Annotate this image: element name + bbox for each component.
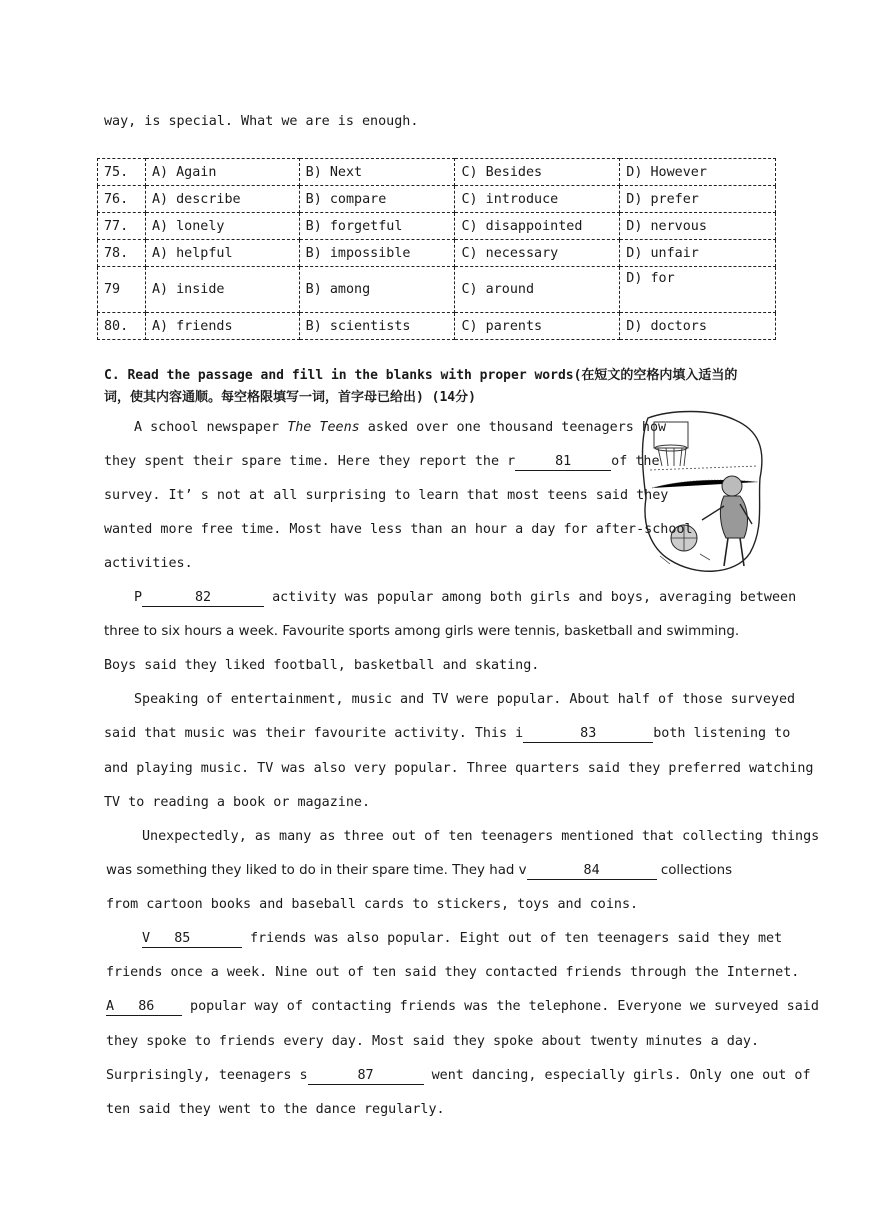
text: collections: [656, 863, 733, 878]
text: asked over one thousand teenagers how: [359, 420, 667, 435]
text: went dancing, especially girls. Only one out of: [423, 1068, 811, 1083]
passage-line-21: ten said they went to the dance regularly.: [106, 1102, 445, 1117]
options-table: [97, 158, 776, 340]
blank-86-number: 86: [138, 999, 155, 1014]
option-a: A) inside: [145, 267, 299, 313]
passage-line-1: [134, 419, 666, 437]
blank-83[interactable]: 83: [523, 726, 653, 743]
passage-line-19: they spoke to friends every day. Most said they spoke about twenty minutes a day.: [106, 1034, 760, 1049]
option-b: B) Next: [299, 159, 455, 186]
question-number: 75.: [98, 159, 146, 186]
option-a: A) describe: [145, 186, 299, 213]
passage-line-15: from cartoon books and baseball cards to stickers, toys and coins.: [106, 897, 639, 912]
text: of the: [611, 454, 660, 469]
option-d: D) for: [620, 267, 776, 313]
question-number: 79: [98, 267, 146, 313]
intro-line: way, is special. What we are is enough.: [104, 114, 419, 129]
text: was something they liked to do in their spare time. They had v: [106, 863, 527, 878]
option-b: B) among: [299, 267, 455, 313]
passage-line-6: [134, 589, 796, 607]
passage-line-5: activities.: [104, 556, 193, 571]
option-a: A) Again: [145, 159, 299, 186]
passage-line-13: Unexpectedly, as many as three out of ten teenagers mentioned that collecting things: [142, 829, 820, 844]
option-a: A) lonely: [145, 213, 299, 240]
passage-line-11: and playing music. TV was also very popular. Three quarters said they preferred watching: [104, 761, 814, 776]
passage-line-4: wanted more free time. Most have less than an hour a day for after-school: [104, 522, 693, 537]
option-a: A) helpful: [145, 240, 299, 267]
option-c: C) disappointed: [455, 213, 620, 240]
question-number: 80.: [98, 313, 146, 340]
section-c-heading-line-2: 词，使其内容通顺。每空格限填写一词，首字母已给出) (14分): [104, 390, 476, 405]
blank-86[interactable]: [106, 999, 182, 1016]
passage-line-18: [106, 998, 819, 1016]
newspaper-title: The Teens: [287, 420, 360, 435]
blank-81[interactable]: 81: [515, 454, 611, 471]
passage-line-10: [104, 725, 790, 743]
option-d: D) nervous: [620, 213, 776, 240]
blank-87[interactable]: 87: [308, 1068, 424, 1085]
option-c: C) introduce: [455, 186, 620, 213]
passage-line-3: survey. It’ s not at all surprising to learn that most teens said they: [104, 488, 669, 503]
passage-line-12: TV to reading a book or magazine.: [104, 795, 371, 810]
passage-line-2: [104, 453, 660, 471]
option-d: D) unfair: [620, 240, 776, 267]
options-row: [98, 186, 776, 213]
passage-line-9: Speaking of entertainment, music and TV were popular. About half of those surveyed: [134, 692, 796, 707]
option-c: C) necessary: [455, 240, 620, 267]
option-a: A) friends: [145, 313, 299, 340]
option-b: B) impossible: [299, 240, 455, 267]
option-b: B) compare: [299, 186, 455, 213]
options-row: [98, 313, 776, 340]
section-c-heading-line-1: C. Read the passage and fill in the blanks with proper words(在短文的空格内填入适当的: [104, 368, 738, 383]
question-number: 76.: [98, 186, 146, 213]
option-c: C) Besides: [455, 159, 620, 186]
text: popular way of contacting friends was the telephone. Everyone we surveyed said: [182, 999, 819, 1014]
passage-line-17: friends once a week. Nine out of ten said they contacted friends through the Internet.: [106, 965, 800, 980]
blank-85-initial: V: [142, 931, 151, 946]
option-b: B) scientists: [299, 313, 455, 340]
options-row: [98, 267, 776, 313]
options-row: [98, 213, 776, 240]
blank-82[interactable]: 82: [142, 590, 264, 607]
passage-line-8: Boys said they liked football, basketball and skating.: [104, 658, 540, 673]
text: A school newspaper: [134, 420, 288, 435]
passage-line-14: [106, 862, 732, 880]
passage-line-20: [106, 1067, 811, 1085]
option-d: D) prefer: [620, 186, 776, 213]
option-d: D) doctors: [620, 313, 776, 340]
option-c: C) around: [455, 267, 620, 313]
question-number: 78.: [98, 240, 146, 267]
text: both listening to: [653, 726, 791, 741]
options-row: [98, 159, 776, 186]
option-b: B) forgetful: [299, 213, 455, 240]
text: activity was popular among both girls and boys, averaging between: [264, 590, 797, 605]
option-d: D) However: [620, 159, 776, 186]
text: P: [134, 590, 143, 605]
text: friends was also popular. Eight out of ten teenagers said they met: [242, 931, 783, 946]
passage-line-7: three to six hours a week. Favourite sports among girls were tennis, basketball and swimming.: [104, 624, 740, 639]
blank-85-number: 85: [174, 931, 191, 946]
option-c: C) parents: [455, 313, 620, 340]
text: said that music was their favourite activity. This i: [104, 726, 524, 741]
text: Surprisingly, teenagers s: [106, 1068, 308, 1083]
blank-84[interactable]: 84: [527, 863, 657, 880]
blank-85[interactable]: [142, 931, 242, 948]
blank-86-initial: A: [106, 999, 115, 1014]
passage-line-16: [142, 930, 782, 948]
question-number: 77.: [98, 213, 146, 240]
options-row: [98, 240, 776, 267]
text: they spent their spare time. Here they report the r: [104, 454, 516, 469]
